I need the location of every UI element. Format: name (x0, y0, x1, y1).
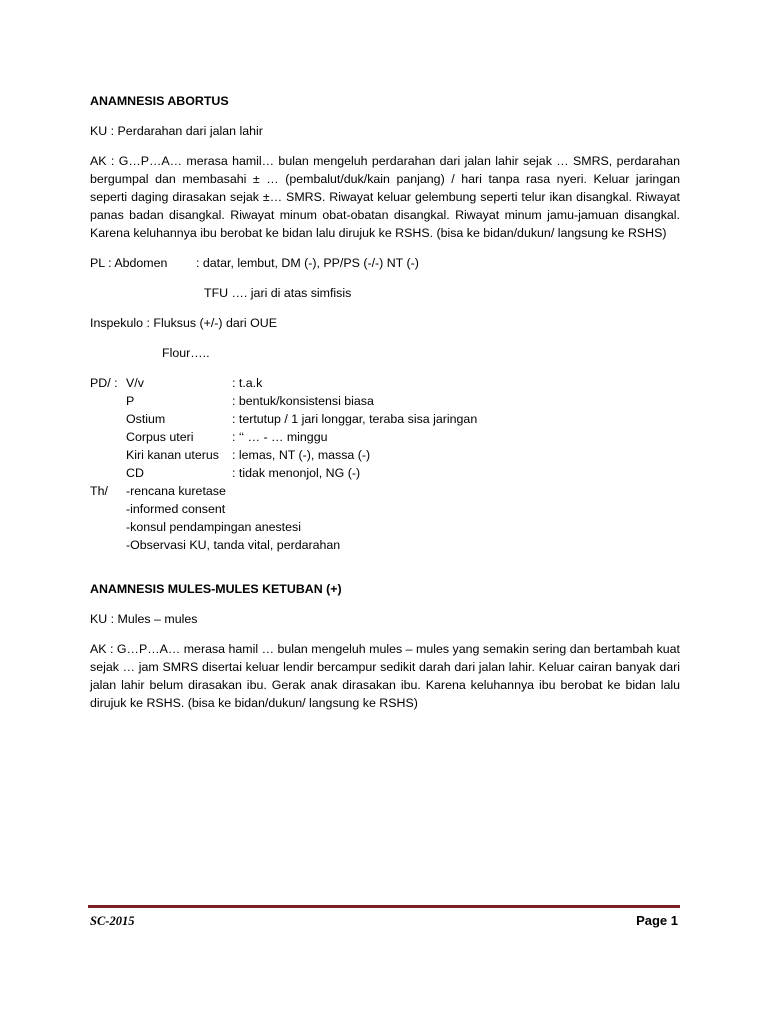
pd-key: Corpus uteri (126, 430, 194, 444)
th-row (90, 482, 680, 500)
pd-value: : lemas, NT (-), massa (-) (232, 448, 371, 462)
pl-value: : datar, lembut, DM (-), PP/PS (-/-) NT (-) (196, 256, 419, 270)
footer-divider (88, 905, 680, 908)
pd-row (90, 446, 680, 464)
ku-mules: KU : Mules – mules (90, 612, 198, 626)
section-heading-mules: ANAMNESIS MULES-MULES KETUBAN (+) (90, 582, 342, 596)
pd-value: : tidak menonjol, NG (-) (232, 466, 361, 480)
pd-row (90, 428, 680, 446)
th-row (90, 536, 680, 554)
pd-key: P (126, 394, 135, 408)
th-label: Th/ (90, 484, 108, 498)
document-body (90, 92, 680, 712)
inspekulo-text: Inspekulo : Fluksus (+/-) dari OUE (90, 316, 277, 330)
pd-row (90, 464, 680, 482)
flour-text: Flour….. (162, 346, 210, 360)
tfu-row (90, 284, 680, 302)
pd-row (90, 410, 680, 428)
pd-value: : tertutup / 1 jari longgar, teraba sisa jaringan (232, 412, 478, 426)
pd-value: : ‘‘ … - … minggu (232, 430, 328, 444)
ku-abortus: KU : Perdarahan dari jalan lahir (90, 124, 263, 138)
th-item: -Observasi KU, tanda vital, perdarahan (126, 538, 341, 552)
footer-left-text: SC-2015 (90, 914, 135, 928)
pd-key: CD (126, 466, 144, 480)
th-row (90, 518, 680, 536)
pl-abdomen-row (90, 254, 680, 272)
pd-label: PD/ : (90, 376, 118, 390)
page-number: Page 1 (636, 913, 678, 928)
pl-label: PL : Abdomen (90, 256, 168, 270)
flour-row (90, 344, 680, 362)
pd-key: Kiri kanan uterus (126, 448, 219, 462)
ak-abortus: AK : G…P…A… merasa hamil… bulan mengeluh perdarahan dari jalan lahir sejak … SMRS, perdarahan bergumpal dan membasahi ± … (pembalut/duk/kain panjang) / hari tanpa rasa nyeri. Keluar jaringan seperti daging dirasakan sejak ±… SMRS. Riwayat keluar gelembung seperti telur ikan disangkal. Riwayat panas badan disangkal. Riwayat minum obat-obatan disangkal. Riwayat minum jamu-jamuan disangkal. Karena keluhannya ibu berobat ke bidan lalu dirujuk ke RSHS. (bisa ke bidan/dukun/ langsung ke RSHS) (90, 154, 680, 240)
pd-row (90, 392, 680, 410)
th-row (90, 500, 680, 518)
th-item: -konsul pendampingan anestesi (126, 520, 301, 534)
pd-key: Ostium (126, 412, 166, 426)
pd-key: V/v (126, 376, 144, 390)
inspekulo-row (90, 314, 680, 332)
th-item: -informed consent (126, 502, 226, 516)
th-item: -rencana kuretase (126, 484, 226, 498)
pd-row (90, 374, 680, 392)
pd-value: : t.a.k (232, 376, 263, 390)
ak-mules: AK : G…P…A… merasa hamil … bulan mengeluh mules – mules yang semakin sering dan bertambah kuat sejak … jam SMRS disertai keluar lendir bercampur sedikit darah dari jalan lahir. Keluar cairan banyak dari jalan lahir belum dirasakan ibu. Gerak anak dirasakan ibu. Karena keluhannya ibu berobat ke bidan lalu dirujuk ke RSHS. (bisa ke bidan/dukun/ langsung ke RSHS) (90, 642, 680, 710)
section-heading-abortus: ANAMNESIS ABORTUS (90, 94, 229, 108)
pd-value: : bentuk/konsistensi biasa (232, 394, 374, 408)
tfu-text: TFU …. jari di atas simfisis (204, 286, 352, 300)
